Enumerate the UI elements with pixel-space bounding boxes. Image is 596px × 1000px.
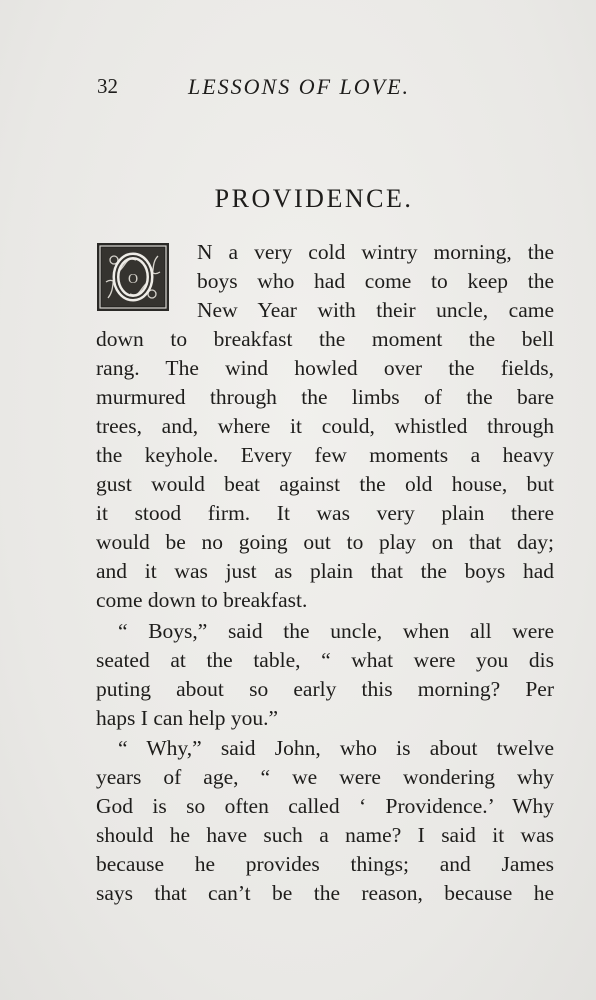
drop-cap-letter: O: [127, 272, 139, 287]
page-header: [0, 74, 596, 104]
page-number: 32: [97, 74, 118, 98]
text-line: New Year with their uncle, came: [197, 298, 554, 322]
text-line: come down to breakfast.: [96, 588, 308, 612]
text-line: down to breakfast the moment the bell: [96, 327, 554, 351]
text-line: God is so often called ‘ Providence.’ Why: [96, 794, 554, 818]
text-line: it stood firm. It was very plain there: [96, 501, 554, 525]
ornamental-drop-cap: [96, 242, 170, 312]
text-line: years of age, “ we were wondering why: [96, 765, 554, 789]
text-line: should he have such a name? I said it was: [96, 823, 554, 847]
text-line: murmured through the limbs of the bare: [96, 385, 554, 409]
running-title: LESSONS OF LOVE.: [188, 74, 411, 99]
text-line: and it was just as plain that the boys had: [96, 559, 554, 583]
text-line: because he provides things; and James: [96, 852, 554, 876]
text-line: haps I can help you.”: [96, 706, 279, 730]
text-line: N a very cold wintry morning, the: [197, 240, 554, 264]
text-line: would be no going out to play on that day;: [96, 530, 554, 554]
text-line: the keyhole. Every few moments a heavy: [96, 443, 554, 467]
text-line: trees, and, where it could, whistled through: [96, 414, 554, 438]
text-line: boys who had come to keep the: [197, 269, 554, 293]
text-line: “ Boys,” said the uncle, when all were: [118, 619, 554, 643]
text-line: seated at the table, “ what were you dis: [96, 648, 554, 672]
text-line: gust would beat against the old house, but: [96, 472, 554, 496]
section-title: PROVIDENCE.: [214, 184, 414, 213]
text-line: puting about so early this morning? Per: [96, 677, 554, 701]
text-line: says that can’t be the reason, because he: [96, 881, 554, 905]
text-line: rang. The wind howled over the fields,: [96, 356, 554, 380]
text-line: “ Why,” said John, who is about twelve: [118, 736, 554, 760]
drop-cap-ornament-icon: [96, 242, 170, 312]
